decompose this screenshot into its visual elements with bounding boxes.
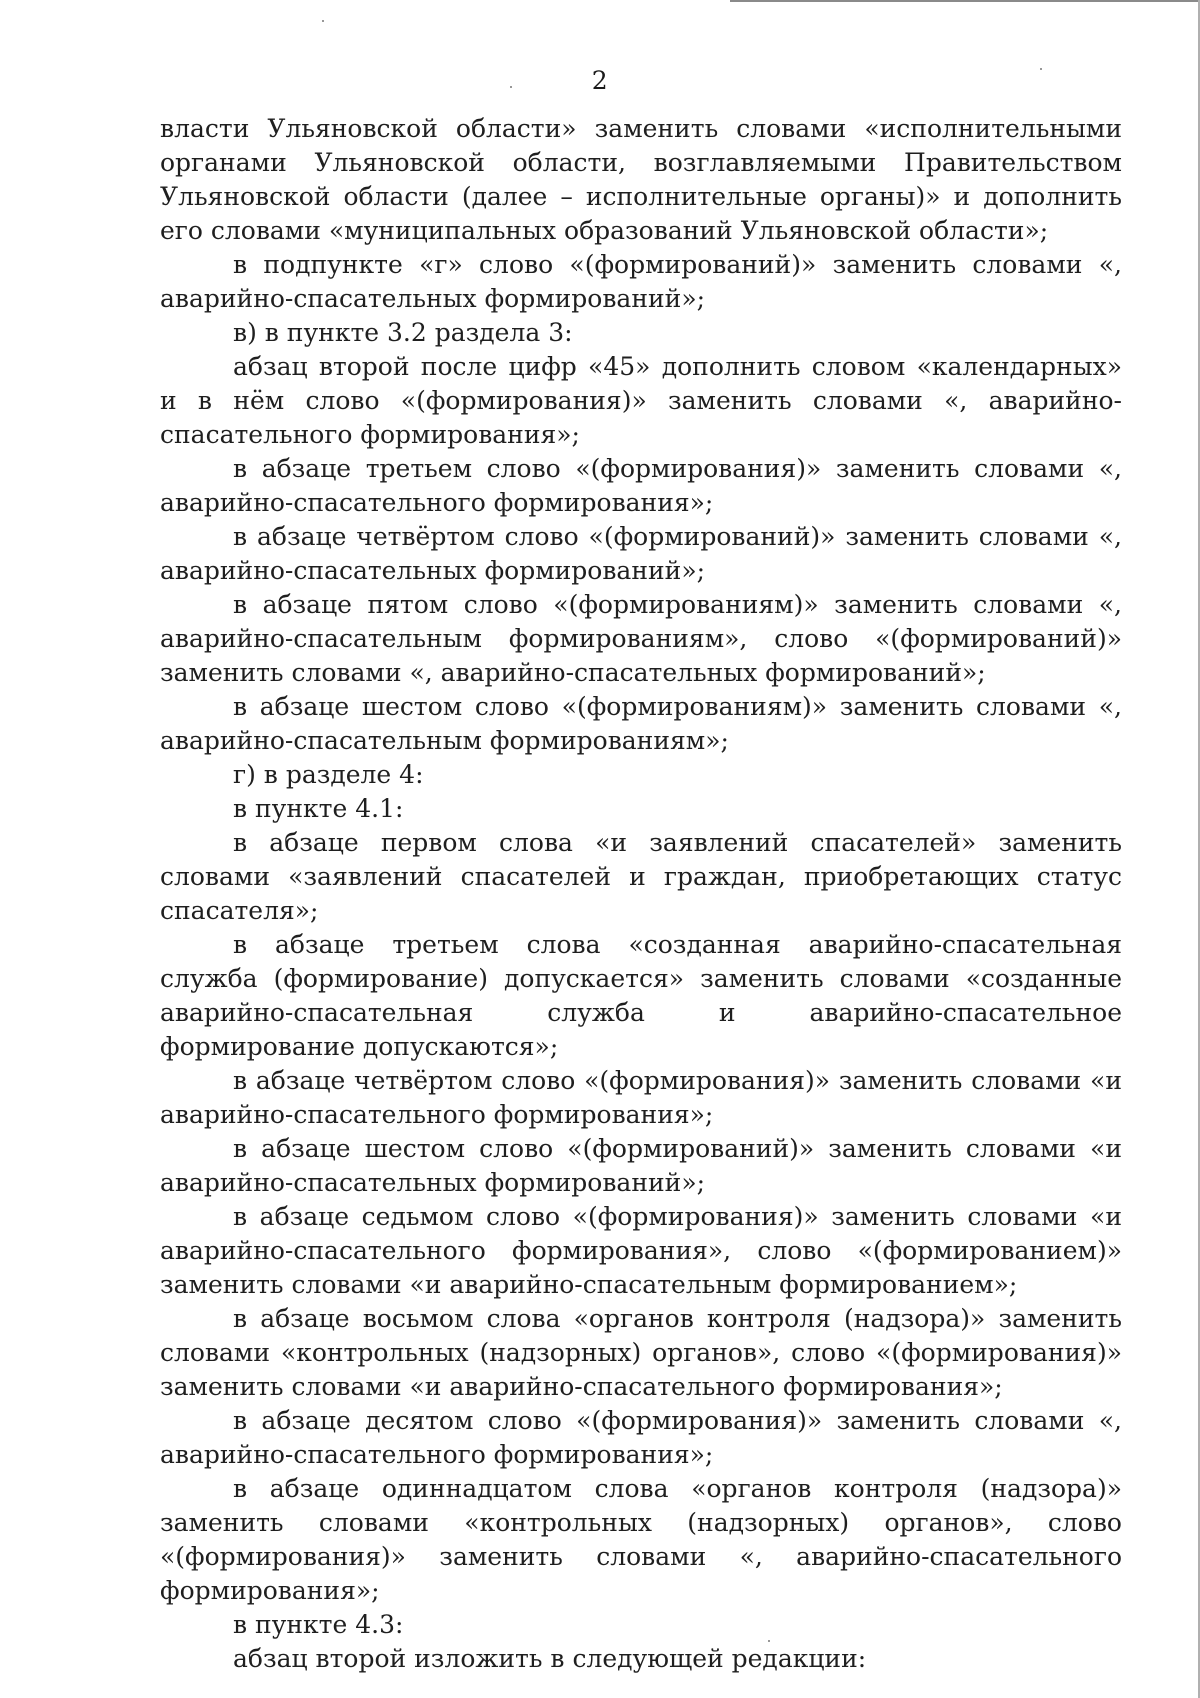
paragraph: в абзаце первом слова «и заявлений спасателей» заменить словами «заявлений спасателей и граждан, приобретающих статус спасателя»; [160,828,1122,925]
paragraph: в абзаце десятом слово «(формирования)» заменить словами «, аварийно-спасательного формирования»; [160,1406,1122,1469]
scan-edge-top [730,0,1200,2]
paragraph: в подпункте «г» слово «(формирований)» заменить словами «, аварийно-спасательных формирований»; [160,250,1122,313]
paragraph: в пункте 4.1: [233,794,404,823]
paragraph: в абзаце шестом слово «(формированиям)» заменить словами «, аварийно-спасательным формированиям»; [160,692,1122,755]
paragraph: в пункте 4.3: [233,1610,404,1639]
document-body [160,112,1122,1676]
paragraph: в абзаце пятом слово «(формированиям)» заменить словами «, аварийно-спасательным формированиям», слово «(формирований)» заменить словами «, аварийно-спасательных формирований»; [160,590,1122,687]
paragraph: в) в пункте 3.2 раздела 3: [233,318,573,347]
scan-speck [768,1640,770,1642]
paragraph: в абзаце четвёртом слово «(формирования)» заменить словами «и аварийно-спасательного формирования»; [160,1066,1122,1129]
paragraph: в абзаце одиннадцатом слова «органов контроля (надзора)» заменить словами «контрольных (надзорных) органов», слово «(формирования)» заменить словами «, аварийно-спасательного формирования»; [160,1474,1122,1605]
paragraph: власти Ульяновской области» заменить словами «исполнительными органами Ульяновской области, возглавляемыми Правительством Ульяновской области (далее – исполнительные органы)» и дополнить его словами «муниципальных образований Ульяновской области»; [160,114,1122,245]
paragraph: в абзаце восьмом слова «органов контроля (надзора)» заменить словами «контрольных (надзорных) органов», слово «(формирования)» заменить словами «и аварийно-спасательного формирования»; [160,1304,1122,1401]
page-number: 2 [591,66,609,95]
paragraph: г) в разделе 4: [233,760,424,789]
paragraph: в абзаце седьмом слово «(формирования)» заменить словами «и аварийно-спасательного формирования», слово «(формированием)» заменить словами «и аварийно-спасательным формированием»; [160,1202,1122,1299]
paragraph: в абзаце четвёртом слово «(формирований)» заменить словами «, аварийно-спасательных формирований»; [160,522,1122,585]
scan-speck [510,86,512,88]
paragraph: в абзаце третьем слово «(формирования)» заменить словами «, аварийно-спасательного формирования»; [160,454,1122,517]
paragraph: в абзаце шестом слово «(формирований)» заменить словами «и аварийно-спасательных формирований»; [160,1134,1122,1197]
paragraph: абзац второй после цифр «45» дополнить словом «календарных» и в нём слово «(формирования)» заменить словами «, аварийно-спасательного формирования»; [160,352,1122,449]
scan-speck [1040,68,1042,70]
scan-speck [322,20,324,22]
paragraph: абзац второй изложить в следующей редакции: [233,1644,867,1673]
paragraph: в абзаце третьем слова «созданная аварийно-спасательная служба (формирование) допускается» заменить словами «созданные аварийно-спасательная служба и аварийно-спасательное формирование допускаются»; [160,930,1122,1061]
